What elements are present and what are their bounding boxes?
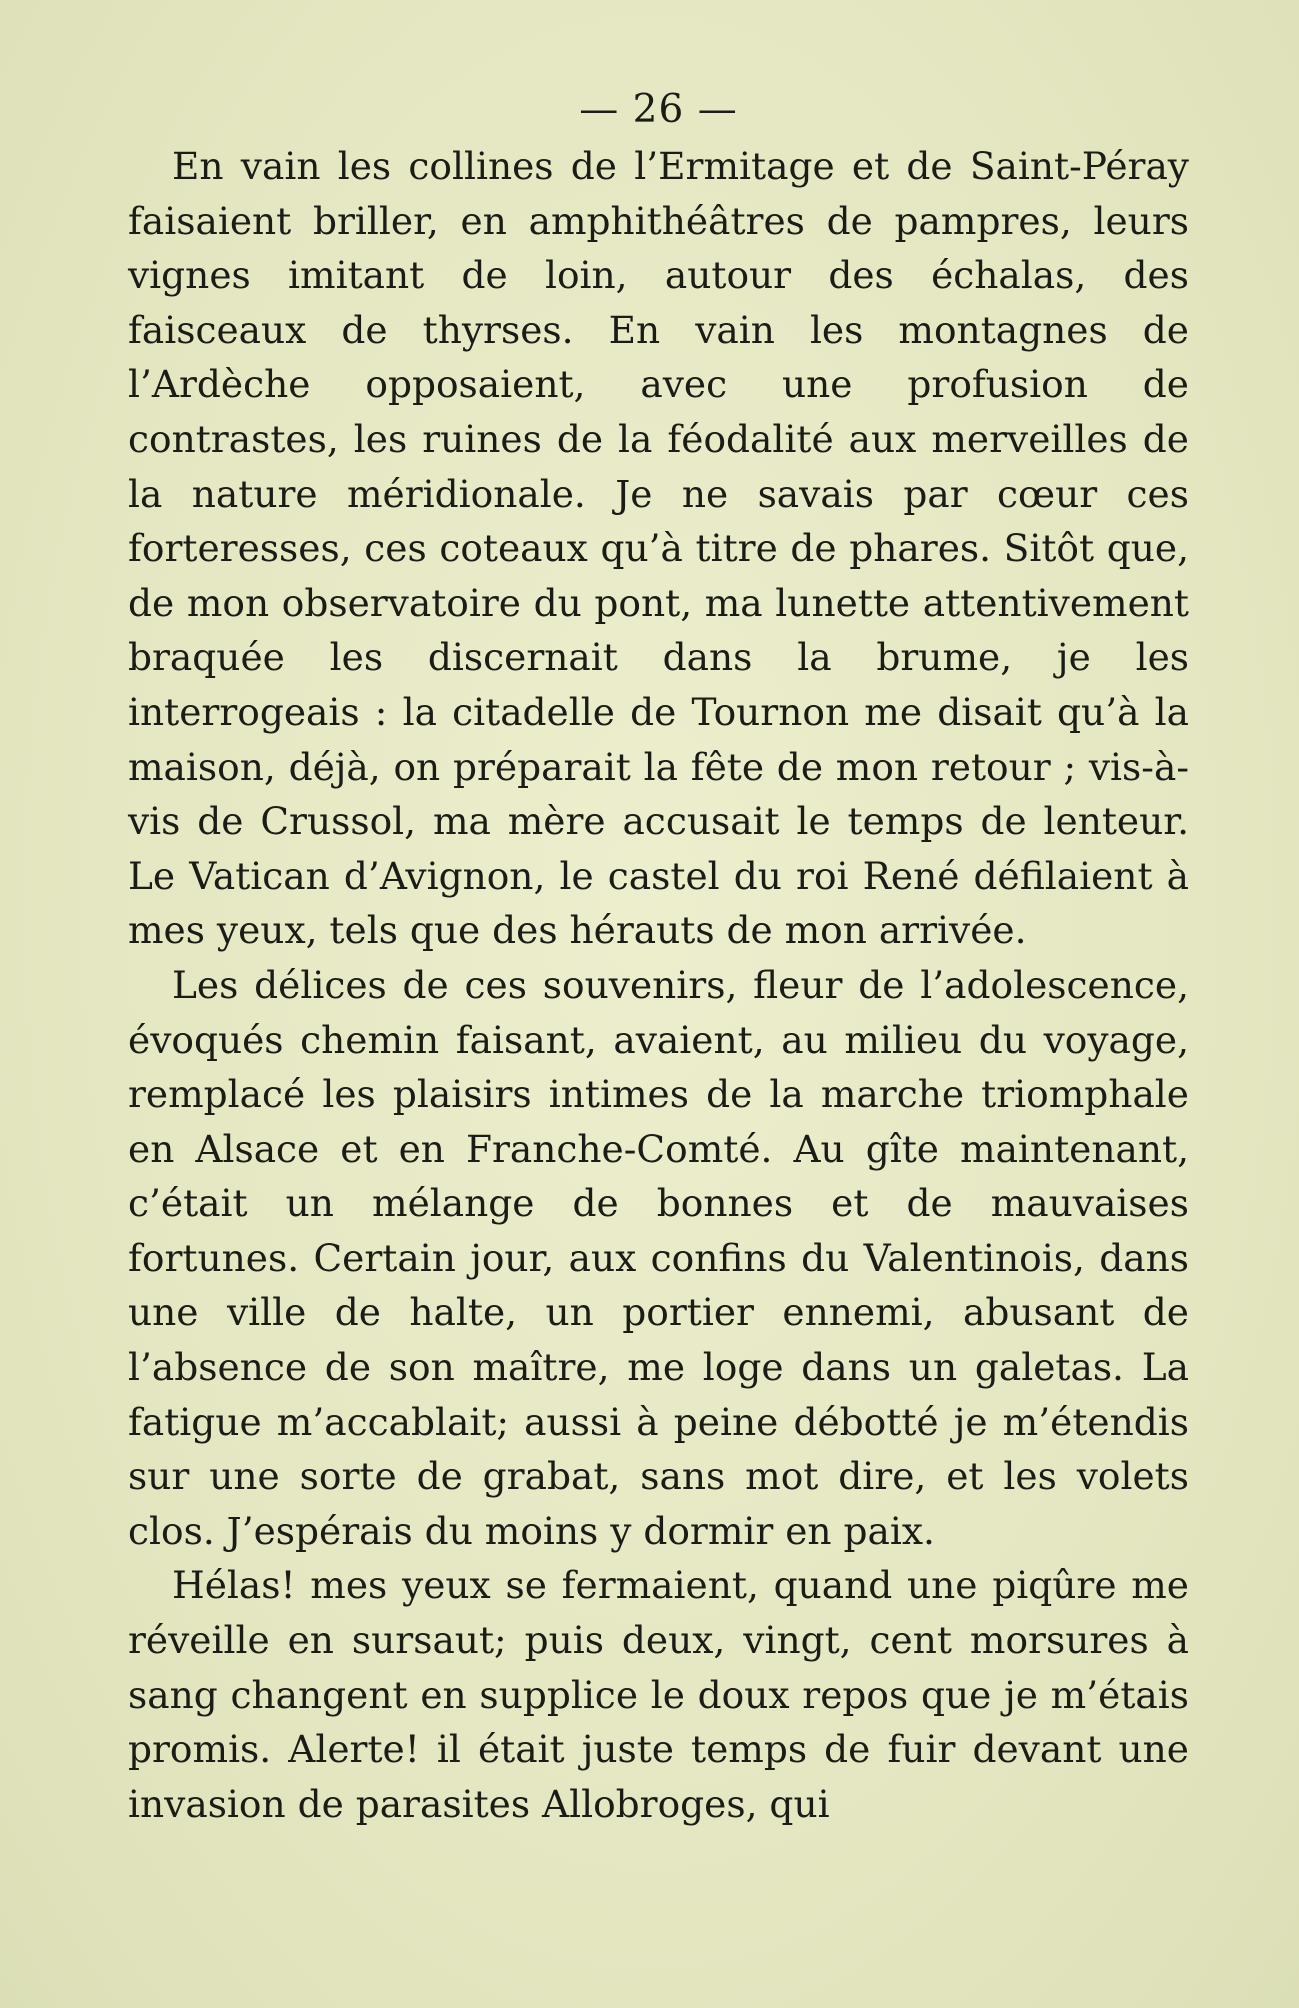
page-number: — 26 — bbox=[579, 87, 738, 132]
page-text bbox=[128, 139, 1189, 1831]
paragraph-2: Les délices de ces souvenirs, fleur de l’adolescence, évoqués chemin faisant, avaient, au milieu du voyage, remplacé les plaisirs intimes de la marche triomphale en Alsace et en Franche-Comté. Au gîte maintenant, c’était un mélange de bonnes et de mauvaises fortunes. Certain jour, aux confins du Valentinois, dans une ville de halte, un portier ennemi, abusant de l’absence de son maître, me loge dans un galetas. La fatigue m’accablait; aussi à peine débotté je m’étendis sur une sorte de grabat, sans mot dire, et les volets clos. J’espérais du moins y dormir en paix. bbox=[128, 962, 1189, 1553]
paragraph-3: Hélas! mes yeux se fermaient, quand une piqûre me réveille en sursaut; puis deux, vingt, cent morsures à sang changent en supplice le doux repos que je m’étais promis. Alerte! il était juste temps de fuir devant une invasion de parasites Allobroges, qui bbox=[128, 1563, 1189, 1826]
paragraph-1: En vain les collines de l’Ermitage et de Saint-Péray faisaient briller, en amphithéâtres de pampres, leurs vignes imitant de loin, autour des échalas, des faisceaux de thyrses. En vain les montagnes de l’Ardèche opposaient, avec une profusion de contrastes, les ruines de la féodalité aux merveilles de la nature méridionale. Je ne savais par cœur ces forteresses, ces coteaux qu’à titre de phares. Sitôt que, de mon observatoire du pont, ma lunette attentivement braquée les discernait dans la brume, je les interrogeais : la citadelle de Tournon me disait qu’à la maison, déjà, on préparait la fête de mon retour ; vis-à-vis de Crussol, ma mère accusait le temps de lenteur. Le Vatican d’Avignon, le castel du roi René défilaient à mes yeux, tels que des hérauts de mon arrivée. bbox=[128, 144, 1189, 953]
